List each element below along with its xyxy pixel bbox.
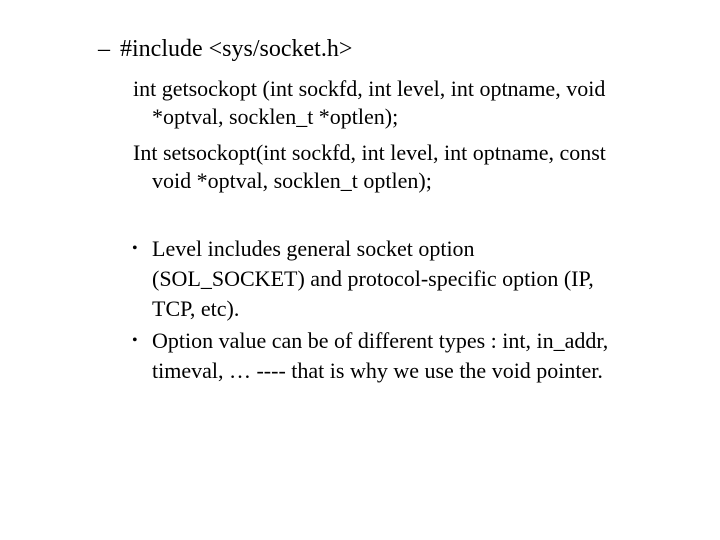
bullet-marker: • [132, 332, 138, 349]
bullet-text: Level includes general socket option [152, 236, 475, 261]
getsockopt-signature-line-2: *optval, socklen_t *optlen); [152, 104, 399, 129]
bullet-text: Option value can be of different types : int, in_addr, [152, 328, 609, 353]
include-heading [98, 36, 352, 62]
bullet-option-value-line-2: timeval, … ---- that is why we use the void pointer. [152, 358, 603, 383]
setsockopt-signature-line-1: Int setsockopt(int sockfd, int level, int optname, const [133, 140, 606, 165]
setsockopt-signature-line-2: void *optval, socklen_t optlen); [152, 168, 432, 193]
bullet-level-line-3: TCP, etc). [152, 296, 240, 321]
getsockopt-signature-line-1: int getsockopt (int sockfd, int level, int optname, void [133, 76, 606, 101]
bullet-level-line-1 [132, 236, 475, 262]
bullet-option-value-line-1 [132, 328, 609, 354]
heading-text: #include <sys/socket.h> [120, 36, 353, 62]
bullet-marker: • [132, 240, 138, 257]
bullet-level-line-2: (SOL_SOCKET) and protocol-specific option (IP, [152, 266, 594, 291]
heading-dash: – [98, 36, 110, 62]
